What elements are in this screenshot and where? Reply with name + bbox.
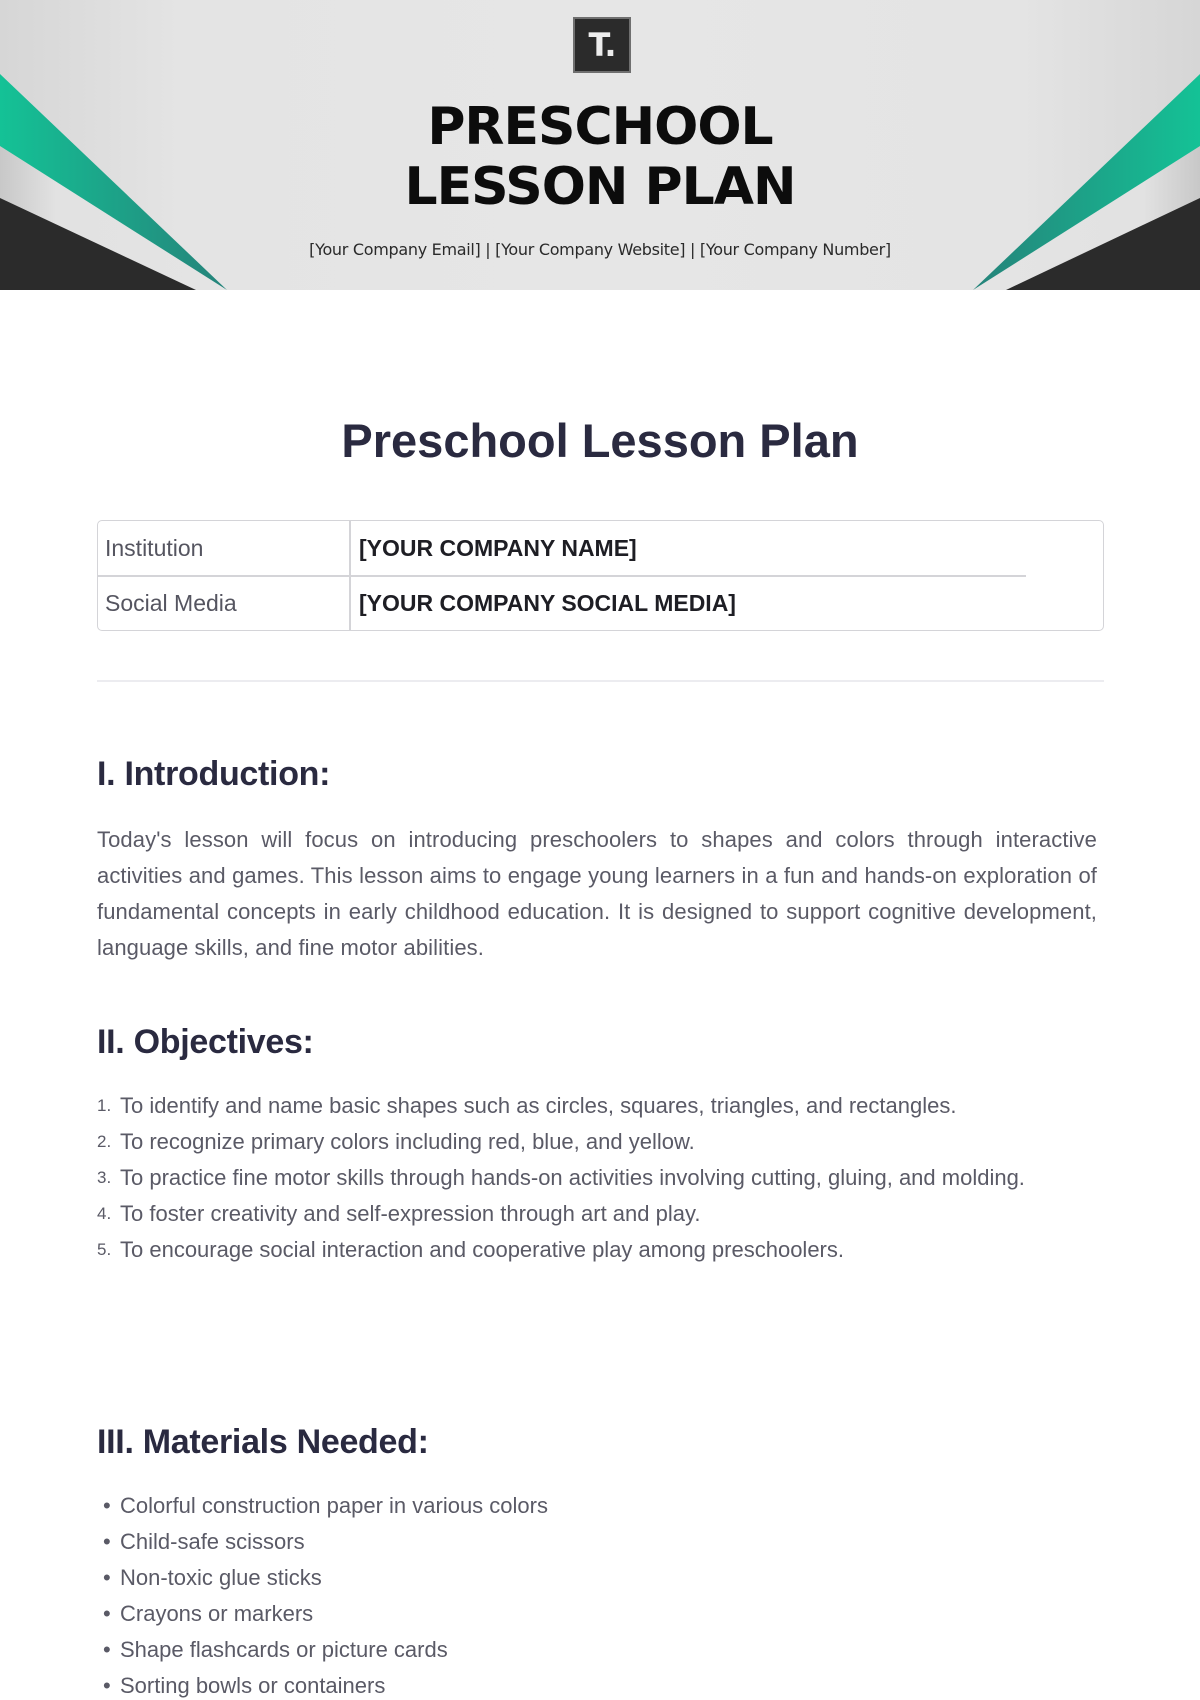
materials-list xyxy=(103,1488,1003,1700)
bullet-icon: • xyxy=(103,1601,111,1626)
material-text: Non-toxic glue sticks xyxy=(120,1565,322,1590)
material-item xyxy=(103,1560,1003,1596)
objective-number: 3. xyxy=(97,1168,112,1187)
material-text: Shape flashcards or picture cards xyxy=(120,1637,448,1662)
objective-number: 5. xyxy=(97,1240,112,1259)
objective-item xyxy=(97,1196,1077,1232)
table-row-social-media xyxy=(98,576,1103,631)
material-item xyxy=(103,1668,1003,1700)
institution-value: [YOUR COMPANY NAME] xyxy=(359,535,637,561)
objective-text: To encourage social interaction and cooperative play among preschoolers. xyxy=(120,1237,844,1262)
objective-text: To recognize primary colors including red, blue, and yellow. xyxy=(120,1129,695,1154)
objective-text: To practice fine motor skills through hands-on activities involving cutting, gluing, and molding. xyxy=(120,1165,1025,1190)
material-item xyxy=(103,1632,1003,1668)
bullet-icon: • xyxy=(103,1565,111,1590)
introduction-paragraph: Today's lesson will focus on introducing preschoolers to shapes and colors through interactive activities and games. This lesson aims to engage young learners in a fun and hands-on exploration of fundamental concepts in early childhood education. It is designed to support cognitive development, language skills, and fine motor abilities. xyxy=(97,827,1097,960)
table-row-institution xyxy=(98,521,1103,576)
banner-title xyxy=(0,97,1200,217)
material-item xyxy=(103,1488,1003,1524)
objectives-heading: II. Objectives: xyxy=(97,1023,314,1061)
company-contact-line: [Your Company Email] | [Your Company Website] | [Your Company Number] xyxy=(309,240,891,259)
institution-label: Institution xyxy=(105,535,204,561)
objective-text: To identify and name basic shapes such as circles, squares, triangles, and rectangles. xyxy=(120,1093,957,1118)
bullet-icon: • xyxy=(103,1529,111,1554)
introduction-heading: I. Introduction: xyxy=(97,755,331,793)
bullet-icon: • xyxy=(103,1673,111,1698)
bullet-icon: • xyxy=(103,1637,111,1662)
material-text: Colorful construction paper in various colors xyxy=(120,1493,548,1518)
materials-heading: III. Materials Needed: xyxy=(97,1423,429,1461)
social-media-value: [YOUR COMPANY SOCIAL MEDIA] xyxy=(359,590,736,616)
material-text: Sorting bowls or containers xyxy=(120,1673,386,1698)
objective-item xyxy=(97,1232,1077,1268)
material-item xyxy=(103,1524,1003,1560)
company-logo-icon: T. xyxy=(573,17,631,73)
banner-title-line-1: PRESCHOOL xyxy=(427,97,773,157)
section-divider xyxy=(97,680,1104,682)
banner-title-line-2: LESSON PLAN xyxy=(404,157,796,217)
bullet-icon: • xyxy=(103,1493,111,1518)
objective-item xyxy=(97,1124,1077,1160)
objective-number: 2. xyxy=(97,1132,112,1151)
objective-number: 4. xyxy=(97,1204,112,1223)
header-banner xyxy=(0,0,1200,290)
objective-text: To foster creativity and self-expression through art and play. xyxy=(120,1201,701,1226)
social-media-label: Social Media xyxy=(105,590,237,616)
material-text: Crayons or markers xyxy=(120,1601,314,1626)
material-item xyxy=(103,1596,1003,1632)
info-table xyxy=(97,520,1104,631)
objective-number: 1. xyxy=(97,1096,112,1115)
material-text: Child-safe scissors xyxy=(120,1529,305,1554)
objectives-list xyxy=(97,1088,1077,1268)
document-title: Preschool Lesson Plan xyxy=(341,414,859,467)
objective-item xyxy=(97,1088,1077,1124)
objective-item xyxy=(97,1160,1077,1196)
